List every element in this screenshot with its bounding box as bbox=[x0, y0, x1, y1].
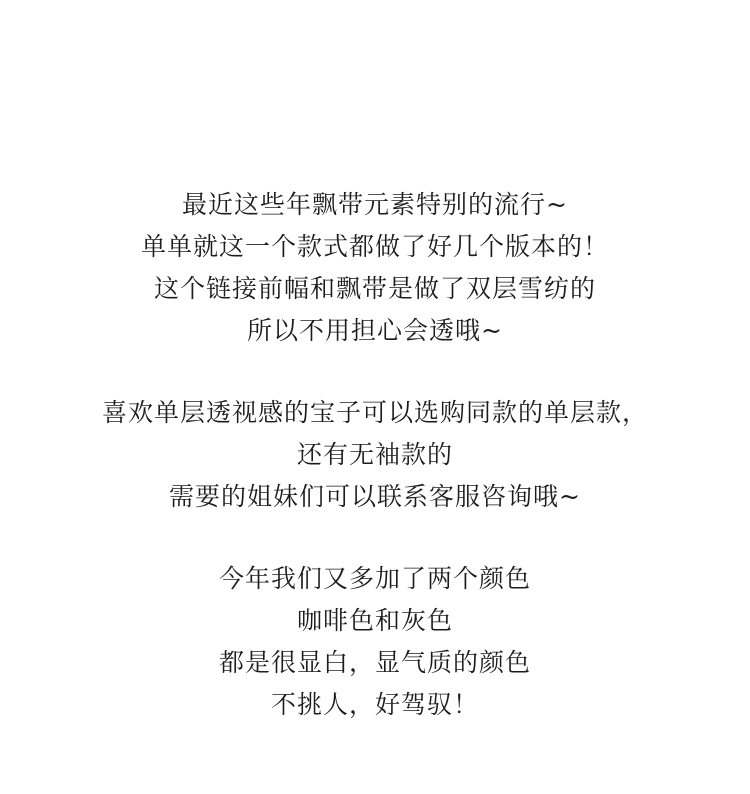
paragraph-ribbon-intro bbox=[0, 184, 750, 352]
text-line: 单单就这一个款式都做了好几个版本的！ bbox=[140, 232, 609, 261]
text-line: 咖啡色和灰色 bbox=[296, 606, 453, 635]
text-line: 今年我们又多加了两个颜色 bbox=[218, 564, 531, 593]
paragraph-new-colors bbox=[0, 558, 750, 726]
text-line: 最近这些年飘带元素特别的流行~ bbox=[182, 190, 568, 219]
text-line: 这个链接前幅和飘带是做了双层雪纺的 bbox=[153, 274, 596, 303]
text-line: 不挑人，好驾驭！ bbox=[270, 690, 479, 719]
paragraph-variant-options bbox=[0, 392, 750, 518]
text-line: 所以不用担心会透哦~ bbox=[247, 316, 503, 345]
text-line: 需要的姐妹们可以联系客服咨询哦~ bbox=[169, 482, 581, 511]
text-line: 都是很显白，显气质的颜色 bbox=[218, 648, 531, 677]
text-line: 还有无袖款的 bbox=[296, 440, 453, 469]
text-line: 喜欢单层透视感的宝子可以选购同款的单层款， bbox=[101, 398, 648, 427]
